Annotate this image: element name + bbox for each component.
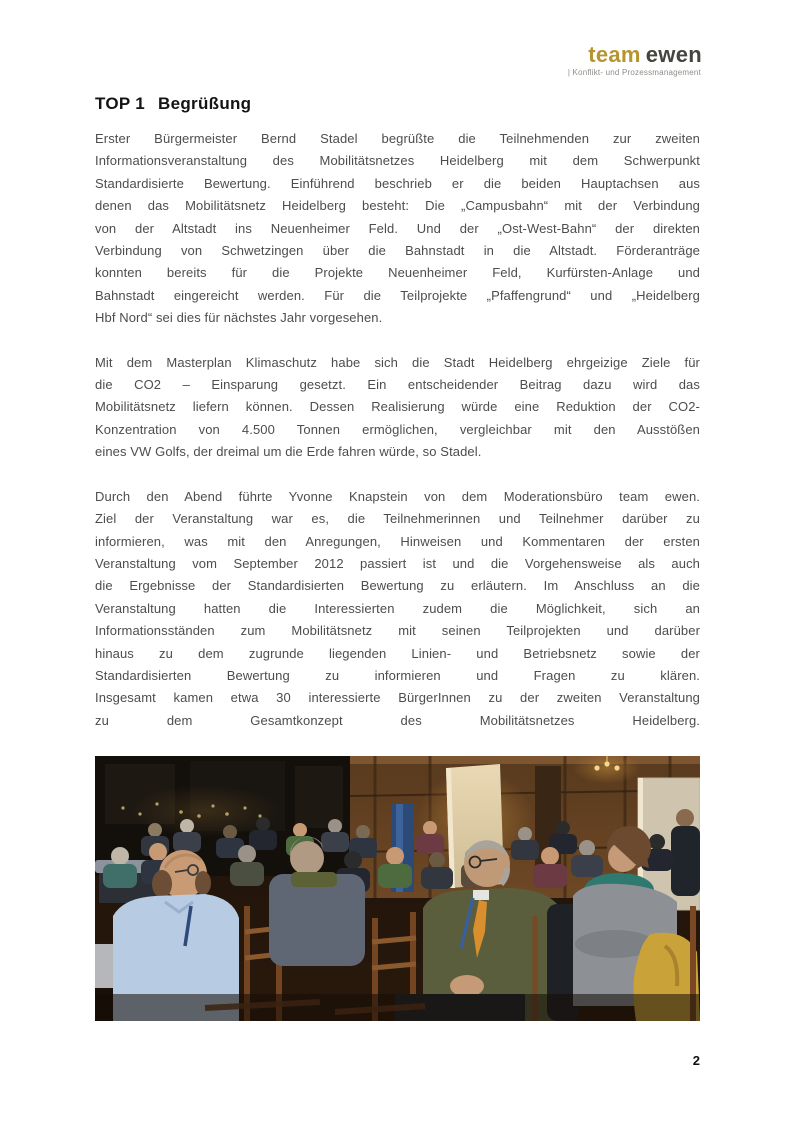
- text-line: Erster Bürgermeister Bernd Stadel begrüßte die Teilnehmenden zur zweiten: [95, 131, 700, 146]
- text-line: konnten bereits für die Projekte Neuenheimer Feld, Kurfürsten-Anlage und: [95, 265, 700, 281]
- event-photo: [95, 756, 700, 1021]
- text-line: die CO2 – Einsparung gesetzt. Ein entscheidender Beitrag dazu wird das: [95, 377, 700, 393]
- paragraph: [95, 128, 700, 330]
- logo-brand-primary: team: [588, 42, 641, 67]
- text-line: Bahnstadt eingereicht werden. Für die Teilprojekte „Pfaffengrund“ und „Heidelberg: [95, 287, 700, 303]
- text-line: Hbf Nord“ sei dies für nächstes Jahr vorgesehen.: [95, 310, 383, 326]
- text-line: hinaus zu dem zugrunde liegenden Linien- und Betriebsnetz sowie der: [95, 645, 700, 661]
- text-line: Durch den Abend führte Yvonne Knapstein von dem Moderationsbüro team ewen.: [95, 488, 700, 504]
- text-line: denen das Mobilitätsnetz Heidelberg besteht: Die „Campusbahn“ mit der Verbindung: [95, 198, 700, 214]
- logo: [568, 44, 702, 77]
- text-line: Informationsveranstaltung des Mobilitätsnetzes Heidelberg mit dem Schwerpunkt: [95, 153, 700, 169]
- text-line: die Ergebnisse der Standardisierten Bewertung zu erläutern. Im Anschluss an die: [95, 578, 700, 594]
- logo-brand-secondary: ewen: [645, 42, 702, 67]
- text-line: Standardisierte Bewertung. Einführend beschrieb er die beiden Hauptachsen aus: [95, 175, 700, 191]
- page-number: 2: [692, 1053, 700, 1068]
- heading-title: Begrüßung: [158, 94, 252, 113]
- text-line: Mit dem Masterplan Klimaschutz habe sich die Stadt Heidelberg ehrgeizige Ziele für: [95, 354, 700, 370]
- text-line: zu dem Gesamtkonzept des Mobilitätsnetzes Heidelberg.: [95, 712, 700, 728]
- body-text: [95, 128, 700, 732]
- text-line: Veranstaltung vom September 2012 passiert ist und die Vorgehensweise als auch: [95, 555, 700, 571]
- text-line: eines VW Golfs, der dreimal um die Erde fahren würde, so Stadel.: [95, 444, 482, 460]
- document-content: [95, 93, 700, 1021]
- heading-label: TOP 1: [95, 94, 146, 113]
- text-line: Verbindung von Schwetzingen über die Bahnstadt in die Altstadt. Förderanträge: [95, 243, 700, 259]
- text-line: von der Altstadt ins Neuenheimer Feld. Und der „Ost-West-Bahn“ der direkten: [95, 220, 700, 236]
- page-title: [95, 93, 700, 115]
- text-line: Veranstaltung hatten die Interessierten zudem die Möglichkeit, sich an: [95, 600, 700, 616]
- text-line: Mobilitätsnetz liefern können. Dessen Realisierung würde eine Reduktion der CO2-: [95, 399, 700, 415]
- text-line: Insgesamt kamen etwa 30 interessierte BürgerInnen zu der zweiten Veranstaltung: [95, 690, 700, 706]
- logo-brand: [568, 44, 702, 66]
- paragraph: [95, 486, 700, 732]
- logo-tagline: | Konflikt- und Prozessmanagement: [567, 68, 701, 77]
- text-line: Ziel der Veranstaltung war es, die Teilnehmerinnen und Teilnehmer darüber zu: [95, 511, 700, 527]
- paragraph: [95, 352, 700, 464]
- text-line: Informationsständen zum Mobilitätsnetz mit seinen Teilprojekten und darüber: [95, 623, 700, 639]
- event-photo-graphic: [95, 756, 700, 1021]
- text-line: Standardisierten Bewertung zu informieren und Fragen zu klären.: [95, 667, 700, 683]
- text-line: informieren, was mit den Anregungen, Hinweisen und Kommentaren der ersten: [95, 533, 700, 549]
- text-line: Konzentration von 4.500 Tonnen ermöglichen, vergleichbar mit den Ausstößen: [95, 421, 700, 437]
